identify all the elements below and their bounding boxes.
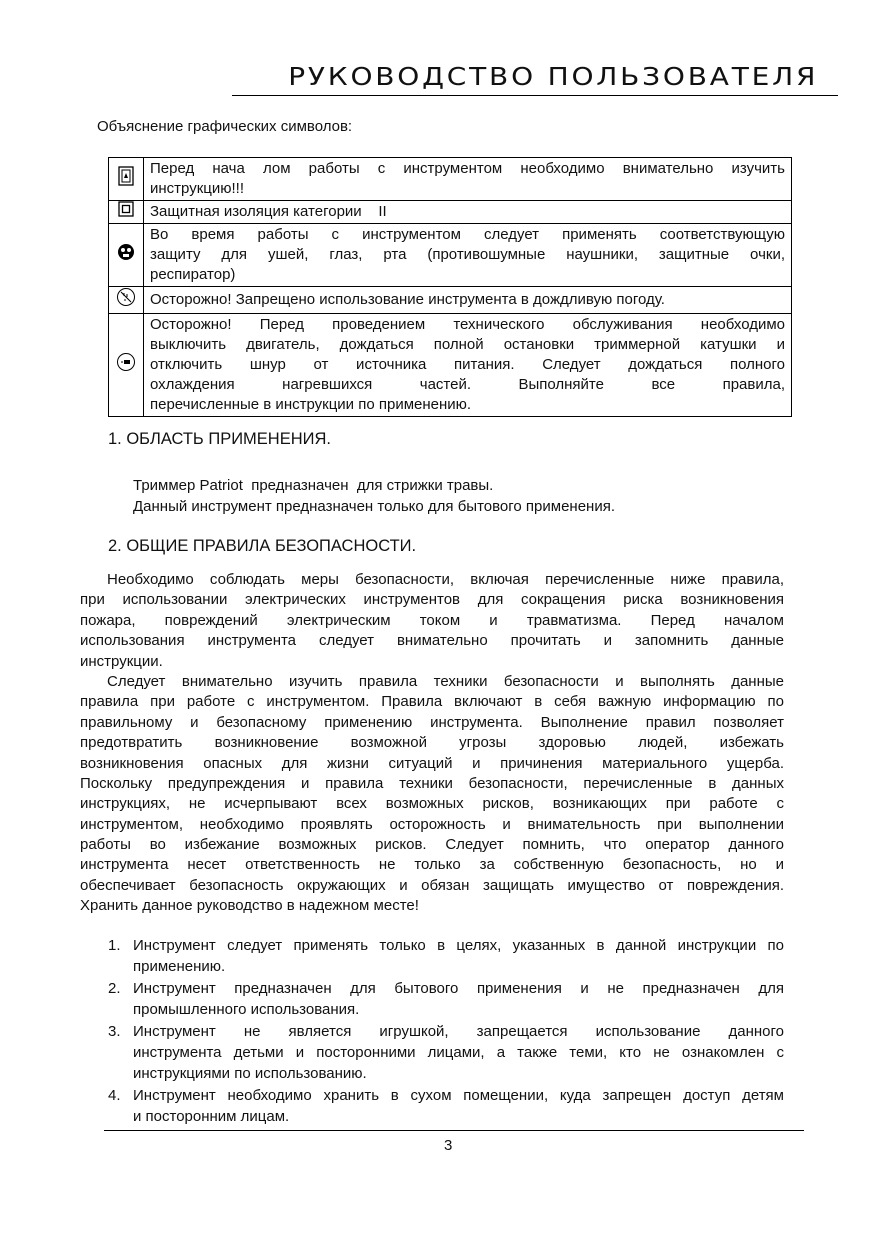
text-line: Следует внимательно изучить правила техники безопасности и выполнять данные (107, 672, 784, 690)
text-line: работы во избежание возможных рисков. Следует помнить, что оператор данного (80, 836, 784, 854)
list-number: 2. (108, 979, 121, 997)
symbol-description (144, 287, 792, 314)
unplug-maintenance-icon (109, 314, 144, 417)
text-line: перечисленные в инструкции по применению. (150, 396, 472, 413)
text-line: Поскольку предупреждения и правила техники безопасности, перечисленные в данных (80, 774, 784, 792)
section-2-heading: 2. ОБЩИЕ ПРАВИЛА БЕЗОПАСНОСТИ. (108, 537, 417, 555)
symbol-description (144, 158, 792, 201)
symbol-description (144, 224, 792, 287)
text-line: Перед нача лом работы с инструментом необходимо внимательно изучить (150, 160, 785, 177)
text-line: промышленного использования. (133, 1001, 360, 1019)
list-number: 4. (108, 1086, 121, 1104)
symbol-row (109, 287, 792, 314)
text-line: Во время работы с инструментом следует применять соответствующую (150, 226, 785, 243)
symbol-row (109, 314, 792, 417)
text-line: охлаждения нагревшихся частей. Выполняйте все правила, (150, 376, 785, 393)
text-line: пожара, повреждений электрическим током и травматизма. Перед началом (80, 611, 784, 629)
symbols-table (108, 157, 792, 417)
text-line: инструкцию!!! (150, 180, 244, 197)
text-line: Инструмент не является игрушкой, запрещается использование данного (133, 1022, 784, 1040)
list-text (133, 978, 784, 1021)
list-text (133, 1021, 784, 1085)
text-line: правильному и безопасному применению инструмента. Выполнение правил позволяет (80, 713, 784, 731)
text-line: инструкциях, не исчерпывают всех возможных рисков, возникающих при работе с (80, 795, 784, 813)
text-line: правила при работе с инструментом. Правила включают в себя важную информацию по (80, 693, 784, 711)
text-line: использования инструмента следует внимательно прочитать и запомнить данные (80, 632, 784, 650)
symbol-description (144, 314, 792, 417)
symbol-description (144, 201, 792, 224)
text-line: Инструмент предназначен для бытового применения и не предназначен для (133, 979, 784, 997)
text-line: отключить шнур от источника питания. Следует дождаться полного (150, 356, 785, 373)
text-line: Хранить данное руководство в надежном месте! (80, 897, 419, 915)
list-text (133, 1085, 784, 1128)
text-line: обеспечивает безопасность окружающих и обязан защищать имущество от повреждения. (80, 876, 784, 894)
text-line: Инструмент необходимо хранить в сухом помещении, куда запрещен доступ детям (133, 1086, 784, 1104)
symbols-legend-title: Объяснение графических символов: (97, 118, 353, 135)
text-line: выключить двигатель, дождаться полной остановки триммерной катушки и (150, 336, 785, 353)
text-line: защиту для ушей, глаз, рта (противошумные наушники, защитные очки, (150, 246, 785, 263)
symbol-row (109, 224, 792, 287)
page-number: 3 (444, 1137, 453, 1154)
manual-book-icon (109, 158, 144, 201)
list-text (133, 935, 784, 978)
text-line: возникновения опасных для жизни ситуаций и причинения материального ущерба. (80, 754, 784, 772)
paragraph (80, 672, 784, 917)
list-number: 1. (108, 937, 121, 954)
header-divider (232, 95, 838, 96)
text-line: инструкциями по использованию. (133, 1065, 367, 1083)
text-line: инструмента несет ответственность не только за собственную безопасность, но и (80, 856, 784, 874)
footer-divider (104, 1130, 804, 1131)
text-line: предотвратить возникновение возможной угрозы здоровью людей, избежать (80, 734, 784, 752)
text-line: Данный инструмент предназначен только для бытового применения. (133, 498, 615, 515)
text-line: респиратор) (150, 266, 236, 283)
text-line: инструментом, необходимо проявлять осторожность и внимательность при выполнении (80, 815, 784, 833)
text-line: применению. (133, 958, 226, 976)
text-line: при использовании электрических инструментов для сокращения риска возникновения (80, 591, 784, 609)
text-line: Осторожно! Запрещено использование инструмента в дождливую погоду. (150, 291, 665, 308)
text-line: инструмента детьми и посторонними лицами, а также теми, кто не ознакомлен с (133, 1043, 784, 1061)
page-header-title: РУКОВОДСТВО ПОЛЬЗОВАТЕЛЯ (287, 62, 818, 91)
text-line: инструкции. (80, 652, 163, 670)
section-1-body (133, 475, 693, 517)
symbol-row (109, 201, 792, 224)
text-line: Осторожно! Перед проведением технического обслуживания необходимо (150, 316, 785, 333)
text-line: Триммер Patriot предназначен для стрижки травы. (133, 477, 494, 494)
no-rain-icon (109, 287, 144, 314)
double-insulation-icon (109, 201, 144, 224)
text-line: Инструмент следует применять только в целях, указанных в данной инструкции по (133, 937, 784, 954)
symbol-row (109, 158, 792, 201)
text-line: Необходимо соблюдать меры безопасности, включая перечисленные ниже правила, (107, 571, 784, 588)
section-2-body (80, 570, 784, 917)
text-line: Защитная изоляция категории II (150, 203, 387, 220)
paragraph (80, 570, 784, 672)
list-number: 3. (108, 1022, 121, 1040)
text-line: и посторонним лицам. (133, 1108, 290, 1126)
protective-gear-icon (109, 224, 144, 287)
section-1-heading: 1. ОБЛАСТЬ ПРИМЕНЕНИЯ. (108, 430, 332, 448)
